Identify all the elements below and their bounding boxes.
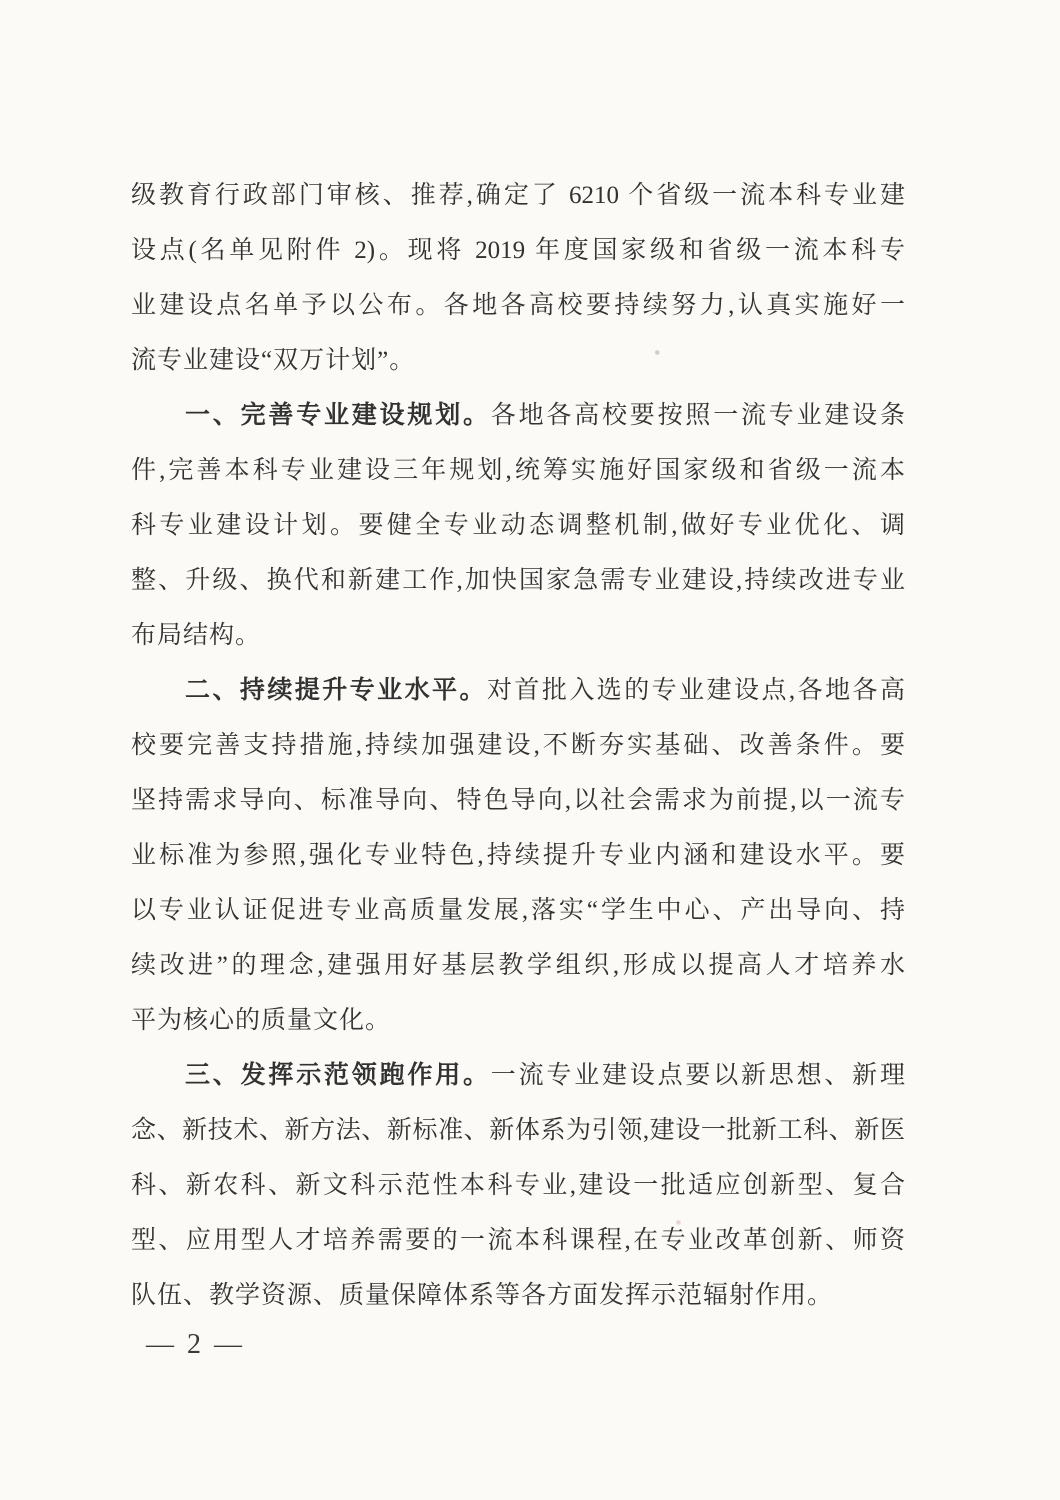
paragraph: [131, 1048, 905, 1323]
paragraph: [131, 168, 905, 388]
text-line: 平为核心的质量文化。: [131, 1007, 392, 1034]
text-line: 二、持续提升专业水平。对首批入选的专业建设点,各地各高: [185, 676, 905, 704]
text-line: 科专业建设计划。要健全专业动态调整机制,做好专业优化、调: [131, 512, 905, 539]
text-line: 一、完善专业建设规划。各地各高校要按照一流专业建设条: [185, 401, 905, 429]
text-line: 业建设点名单予以公布。各地各高校要持续努力,认真实施好一: [131, 292, 905, 319]
text-line: 三、发挥示范领跑作用。一流专业建设点要以新思想、新理: [185, 1061, 905, 1089]
text-line: 业标准为参照,强化专业特色,持续提升专业内涵和建设水平。要: [131, 842, 905, 869]
text-line: 级教育行政部门审核、推荐,确定了 6210 个省级一流本科专业建: [131, 182, 905, 209]
text-line: 件,完善本科专业建设三年规划,统筹实施好国家级和省级一流本: [131, 457, 905, 484]
paragraph: [131, 663, 905, 1048]
text-line: 流专业建设“双万计划”。: [131, 347, 416, 374]
text-line: 科、新农科、新文科示范性本科专业,建设一批适应创新型、复合: [131, 1172, 905, 1199]
text-line: 型、应用型人才培养需要的一流本科课程,在专业改革创新、师资: [131, 1227, 905, 1254]
text-block: [131, 168, 905, 1323]
text-line: 设点(名单见附件 2)。现将 2019 年度国家级和省级一流本科专: [131, 237, 905, 264]
section-heading: 一、完善专业建设规划。: [185, 401, 491, 429]
text-line: 布局结构。: [131, 622, 262, 649]
text-line: 念、新技术、新方法、新标准、新体系为引领,建设一批新工科、新医: [131, 1117, 905, 1144]
section-heading: 二、持续提升专业水平。: [185, 676, 487, 704]
section-heading: 三、发挥示范领跑作用。: [185, 1061, 491, 1089]
text-line: 以专业认证促进专业高质量发展,落实“学生中心、产出导向、持: [131, 897, 905, 924]
page-number: — 2 —: [146, 1329, 245, 1360]
text-line: 坚持需求导向、标准导向、特色导向,以社会需求为前提,以一流专: [131, 787, 905, 814]
text-line: 校要完善支持措施,持续加强建设,不断夯实基础、改善条件。要: [131, 732, 905, 759]
text-line: 续改进”的理念,建强用好基层教学组织,形成以提高人才培养水: [131, 952, 905, 979]
paragraph: [131, 388, 905, 663]
text-line: 队伍、教学资源、质量保障体系等各方面发挥示范辐射作用。: [131, 1282, 834, 1309]
text-line: 整、升级、换代和新建工作,加快国家急需专业建设,持续改进专业: [131, 567, 905, 594]
